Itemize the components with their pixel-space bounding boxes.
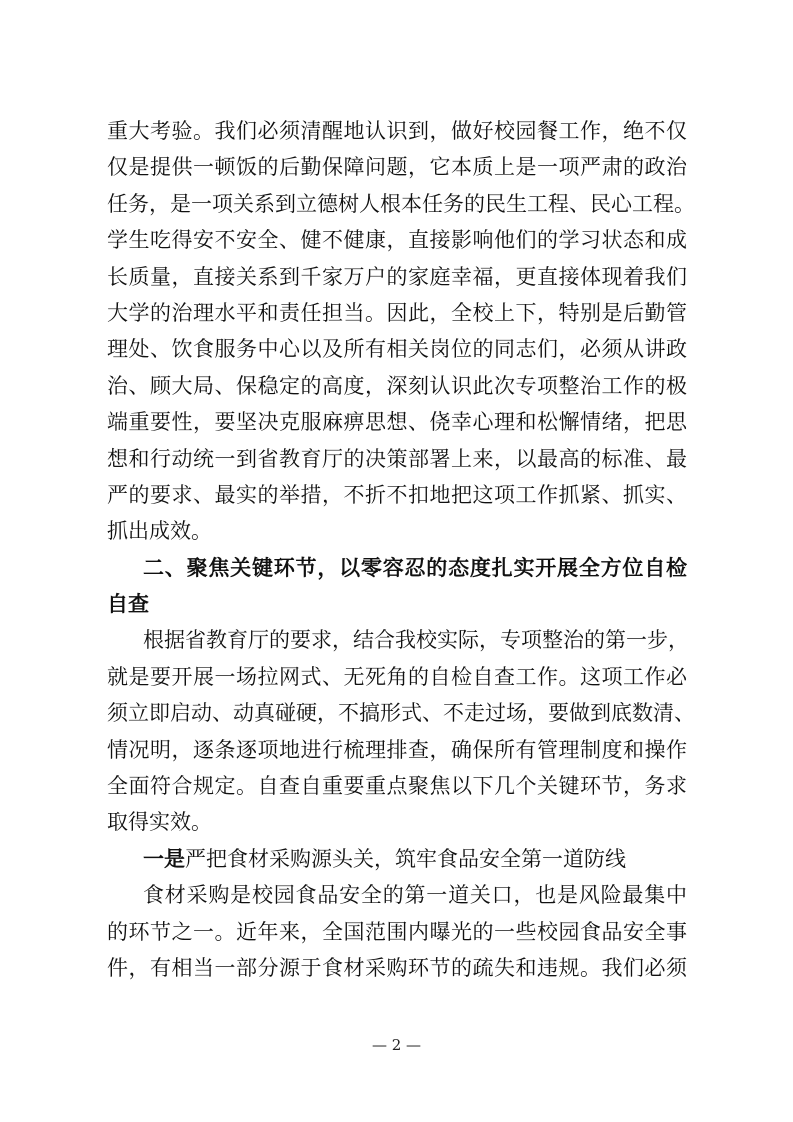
text-line: 理处、饮食服务中心以及所有相关岗位的同志们，必须从讲政 [107,337,687,362]
text-line: 根据省教育厅的要求，结合我校实际，专项整治的第一步， [143,628,689,653]
text-line: 任务，是一项关系到立德树人根本任务的民生工程、民心工程。 [107,191,695,216]
subheading-text: 严把食材采购源头关，筑牢食品安全第一道防线 [185,846,626,871]
text-line: 长质量，直接关系到千家万户的家庭幸福，更直接体现着我们 [107,264,687,289]
text-line: 全面符合规定。自查自重要重点聚焦以下几个关键环节，务求 [107,774,687,799]
page-number: — 2 — [371,1036,422,1054]
text-line: 就是要开展一场拉网式、无死角的自检自查工作。这项工作必 [107,664,687,689]
paragraph-3 [107,877,687,986]
section-heading-2 [107,550,687,623]
text-line: 须立即启动、动真碰硬，不搞形式、不走过场，要做到底数清、 [107,701,695,726]
text-line: 情况明，逐条逐项地进行梳理排查，确保所有管理制度和操作 [107,737,687,762]
text-line: 件，有相当一部分源于食材采购环节的疏失和违规。我们必须 [107,955,687,980]
text-line: 想和行动统一到省教育厅的决策部署上来，以最高的标准、最 [107,446,687,471]
text-line: 的环节之一。近年来，全国范围内曝光的一些校园食品安全事 [107,919,687,944]
subheading-lead: 一是 [143,846,185,871]
heading-line: 二、聚焦关键环节，以零容忍的态度扎实开展全方位自检 [143,555,687,580]
text-line: 取得实效。 [107,810,212,835]
text-line: 大学的治理水平和责任担当。因此，全校上下，特别是后勤管 [107,300,687,325]
text-line: 端重要性，要坚决克服麻痹思想、侥幸心理和松懈情绪，把思 [107,410,687,435]
text-line: 抓出成效。 [107,519,212,544]
text-line: 食材采购是校园食品安全的第一道关口，也是风险最集中 [143,883,687,908]
heading-line: 自查 [107,592,149,617]
text-line: 治、顾大局、保稳定的高度，深刻认识此次专项整治工作的极 [107,373,687,398]
subheading-1 [107,841,687,877]
paragraph-2 [107,622,695,840]
document-body [107,113,695,986]
text-line: 学生吃得安不安全、健不健康，直接影响他们的学习状态和成 [107,228,687,253]
text-line: 仅是提供一顿饭的后勤保障问题，它本质上是一项严肃的政治 [107,155,687,180]
paragraph-1 [107,113,695,550]
text-line: 严的要求、最实的举措，不折不扣地把这项工作抓紧、抓实、 [107,482,687,507]
text-line: 重大考验。我们必须清醒地认识到，做好校园餐工作，绝不仅 [107,119,687,143]
